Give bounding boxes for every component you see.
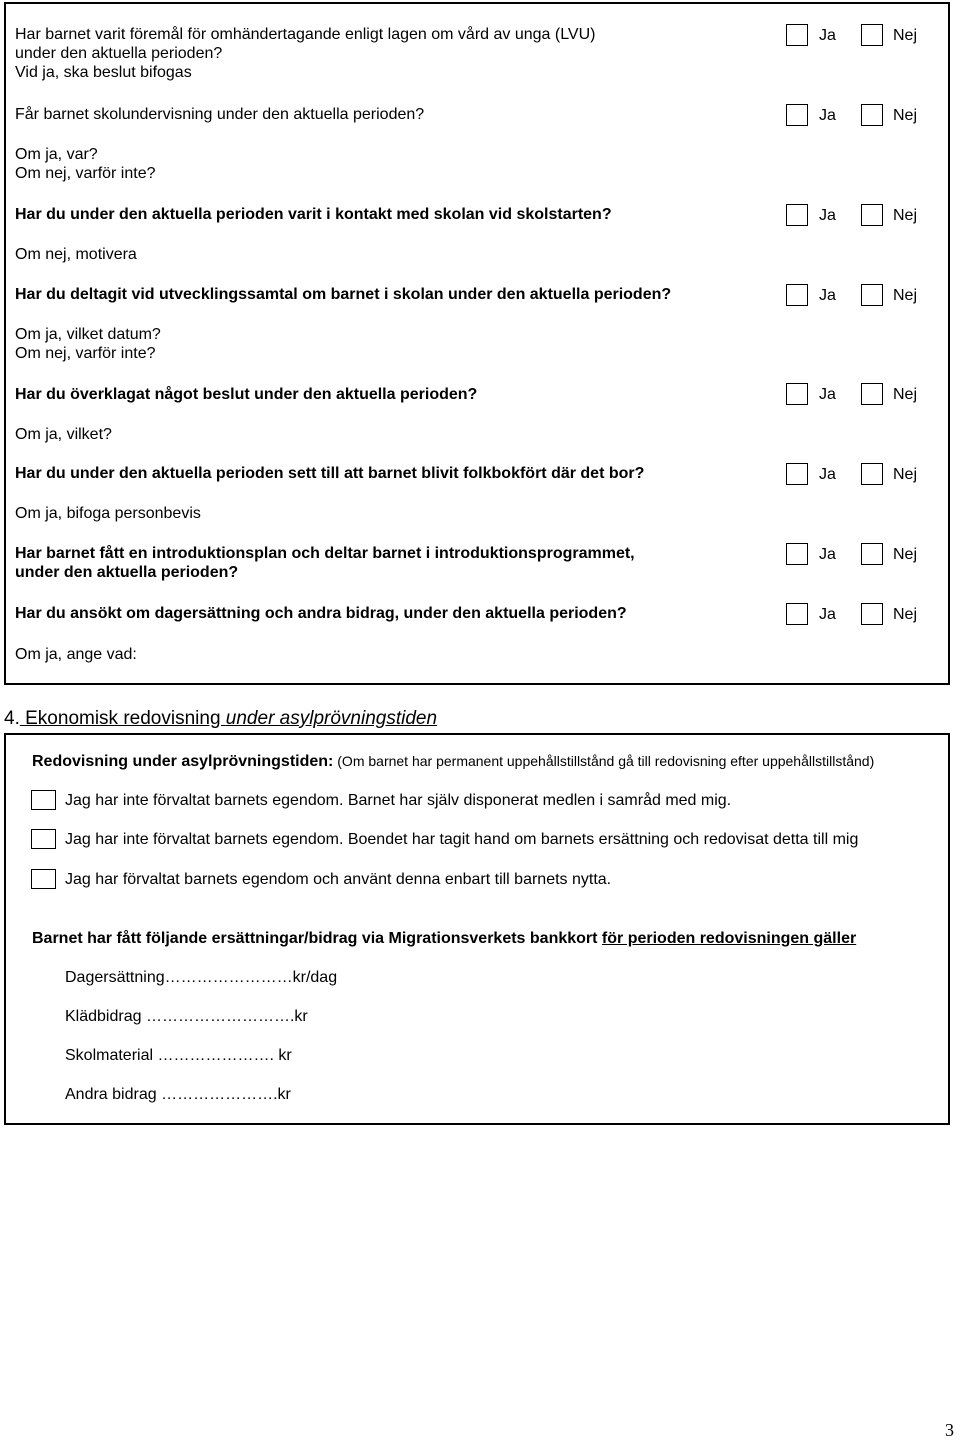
question-text: Har du överklagat något beslut under den aktuella perioden? [15, 386, 478, 403]
ja-label: Ja [819, 207, 836, 224]
ja-checkbox[interactable] [786, 463, 808, 485]
question-allowance [15, 604, 627, 623]
section4-intro [32, 752, 874, 771]
intro-heading: Redovisning under asylprövningstiden: [32, 753, 334, 770]
section-number: 4. [4, 708, 20, 729]
nej-label: Nej [893, 606, 918, 623]
question-text: under den aktuella perioden? [15, 564, 239, 581]
nej-label: Nej [893, 466, 918, 483]
benefit-clothing: Klädbidrag ……………………….kr [65, 1008, 308, 1025]
question-text: Har barnet fått en introduktionsplan och deltar barnet i introduktionsprogrammet, [15, 545, 635, 562]
nej-label: Nej [893, 107, 918, 124]
section-title-text: Ekonomisk redovisning [19, 708, 226, 729]
nej-checkbox[interactable] [861, 204, 883, 226]
nej-checkbox[interactable] [861, 543, 883, 565]
ja-checkbox[interactable] [786, 383, 808, 405]
nej-checkbox[interactable] [861, 383, 883, 405]
nej-checkbox[interactable] [861, 104, 883, 126]
option-checkbox-not-managed[interactable] [31, 790, 56, 810]
ja-label: Ja [819, 546, 836, 563]
ja-checkbox[interactable] [786, 543, 808, 565]
ja-label: Ja [819, 27, 836, 44]
followup-text: Om ja, bifoga personbevis [15, 505, 201, 522]
followup-text: Om nej, motivera [15, 246, 137, 263]
question-school-contact-followup [15, 245, 137, 264]
ja-checkbox[interactable] [786, 284, 808, 306]
question-school [15, 105, 424, 124]
benefits-heading-text: Barnet har fått följande ersättningar/bidrag via Migrationsverkets bankkort [32, 930, 602, 947]
nej-checkbox[interactable] [861, 603, 883, 625]
question-text: Får barnet skolundervisning under den aktuella perioden? [15, 106, 425, 123]
intro-note: (Om barnet har permanent uppehållstillstånd gå till redovisning efter uppehållstillstånd) [333, 753, 875, 769]
benefit-daily-allowance: Dagersättning……………………kr/dag [65, 969, 338, 986]
question-text: Har barnet varit föremål för omhändertagande enligt lagen om vård av unga (LVU) [15, 26, 596, 43]
question-appeal [15, 385, 477, 404]
option-label: Jag har inte förvaltat barnets egendom. Barnet har själv disponerat medlen i samråd med mig. [65, 792, 732, 809]
section4-title [4, 708, 437, 730]
question-appeal-followup [15, 425, 112, 444]
followup-text: Om ja, vilket? [15, 426, 112, 443]
nej-label: Nej [893, 546, 918, 563]
ja-checkbox[interactable] [786, 104, 808, 126]
benefit-school-material: Skolmaterial …………………. kr [65, 1047, 292, 1064]
ja-checkbox[interactable] [786, 24, 808, 46]
nej-label: Nej [893, 207, 918, 224]
question-school-followup [15, 145, 156, 183]
followup-text: Om ja, var? [15, 146, 98, 163]
question-development-talk-followup [15, 325, 161, 363]
ja-checkbox[interactable] [786, 603, 808, 625]
question-text: under den aktuella perioden? [15, 45, 223, 62]
question-note: Vid ja, ska beslut bifogas [15, 64, 192, 81]
question-text: Har du ansökt om dagersättning och andra bidrag, under den aktuella perioden? [15, 605, 627, 622]
followup-text: Om ja, ange vad: [15, 646, 137, 663]
question-text: Har du deltagit vid utvecklingssamtal om barnet i skolan under den aktuella perioden? [15, 286, 672, 303]
nej-label: Nej [893, 287, 918, 304]
followup-text: Om ja, vilket datum? [15, 326, 161, 343]
option-checkbox-managed[interactable] [31, 869, 56, 889]
option-label: Jag har inte förvaltat barnets egendom. Boendet har tagit hand om barnets ersättning och redovisat detta till mig [65, 831, 859, 848]
section-title-italic: under asylprövningstiden [225, 708, 438, 729]
nej-checkbox[interactable] [861, 284, 883, 306]
question-development-talk [15, 285, 671, 304]
ja-label: Ja [819, 466, 836, 483]
page-number: 3 [945, 1420, 954, 1440]
ja-checkbox[interactable] [786, 204, 808, 226]
question-registration [15, 464, 644, 483]
ja-label: Ja [819, 606, 836, 623]
nej-checkbox[interactable] [861, 463, 883, 485]
question-allowance-followup [15, 645, 137, 664]
benefits-heading-underlined: för perioden redovisningen gäller [601, 930, 857, 947]
question-text: Har du under den aktuella perioden varit i kontakt med skolan vid skolstarten? [15, 206, 612, 223]
question-introduction-plan [15, 544, 635, 582]
question-registration-followup [15, 504, 201, 523]
ja-label: Ja [819, 287, 836, 304]
ja-label: Ja [819, 107, 836, 124]
nej-checkbox[interactable] [861, 24, 883, 46]
nej-label: Nej [893, 27, 918, 44]
question-lvu [15, 25, 595, 82]
ja-label: Ja [819, 386, 836, 403]
question-text: Har du under den aktuella perioden sett till att barnet blivit folkbokfört där det bor? [15, 465, 645, 482]
nej-label: Nej [893, 386, 918, 403]
followup-text: Om nej, varför inte? [15, 165, 156, 182]
option-checkbox-housing-managed[interactable] [31, 829, 56, 849]
followup-text: Om nej, varför inte? [15, 345, 156, 362]
option-label: Jag har förvaltat barnets egendom och använt denna enbart till barnets nytta. [65, 871, 612, 888]
benefit-other: Andra bidrag ………………….kr [65, 1086, 291, 1103]
benefits-heading [32, 929, 856, 948]
question-school-contact [15, 205, 612, 224]
